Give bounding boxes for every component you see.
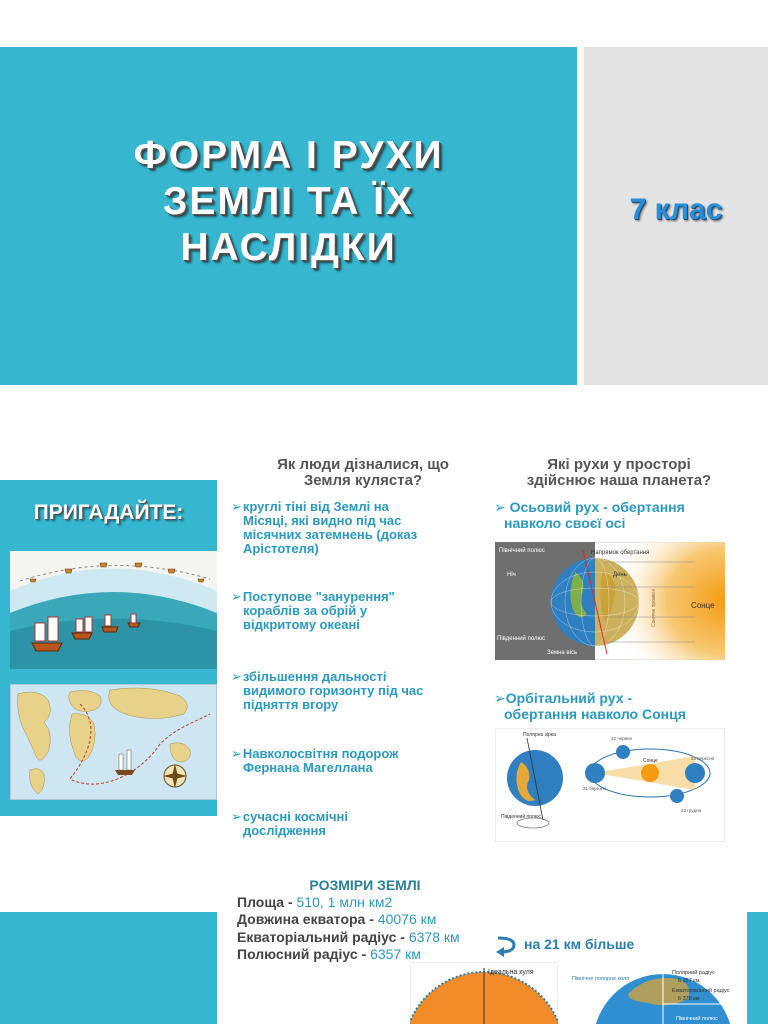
night-label: Ніч — [507, 572, 516, 578]
orbital-motion-diagram — [495, 728, 725, 842]
evidence-item-ships: ➢Поступове "занурення" кораблів за обрій у відкритому океані — [231, 589, 395, 632]
axial-motion-label: ➢ Осьовий рух - обертання навколо своєї осі — [494, 499, 685, 531]
axial-rotation-diagram — [495, 542, 725, 660]
radius-difference: на 21 км більше — [524, 936, 635, 952]
equatorial-radius-line: Екваторіальний радіус - 6378 км — [237, 929, 460, 945]
polar-radius-line: Полюсний радіус - 6357 км — [237, 946, 421, 962]
polar-circle-label: Північне полярне коло — [572, 976, 630, 982]
question-earth-motions: Які рухи у просторі здійснює наша планета? — [526, 456, 712, 489]
question-round-earth: Як люди дізналися, що Земля куляста? — [277, 456, 449, 489]
polar-radius-diagram-label: Полярний радіус — [672, 970, 715, 976]
evidence-item-shadow: ➢круглі тіні від Землі на Місяці, які видно під час місячних затемнень (доказ Арістотеля) — [231, 499, 418, 556]
date-june: 22 червня — [611, 736, 632, 741]
rotation-direction-label: Напрямок обертання — [591, 550, 650, 556]
remember-heading: ПРИГАДАЙТЕ: — [33, 501, 184, 524]
evidence-item-magellan: ➢Навколосвітня подорож Фернана Магеллана — [231, 746, 399, 775]
evidence-item-space: ➢сучасні космічні дослідження — [231, 809, 349, 838]
equator-length-line: Довжина екватора - 40076 км — [237, 911, 437, 927]
dimensions-panel — [0, 912, 217, 1024]
sun-label: Сонце — [691, 601, 715, 610]
date-march: 21 березня — [583, 786, 607, 791]
sun-rays-label: Сонячні промені — [651, 588, 657, 627]
ships-horizon-image — [10, 551, 217, 669]
south-pole-label: Південний полюс — [497, 636, 546, 642]
date-december: 22 грудня — [681, 808, 701, 813]
evidence-item-horizon: ➢збільшення дальності видимого горизонту під час підняття вгору — [231, 669, 424, 712]
title-slide — [0, 47, 768, 385]
orbital-motion-label: ➢Орбітальний рух - обертання навколо Сонця — [494, 690, 686, 722]
sun-icon — [641, 764, 659, 782]
magellan-map-image — [10, 684, 217, 800]
dimensions-title: РОЗМІРИ ЗЕМЛІ — [309, 877, 421, 893]
day-label: День — [613, 572, 627, 578]
title-line-2: ЗЕМЛІ ТА ЇХ — [162, 180, 415, 223]
ideal-sphere-label: Ідеальна куля — [488, 969, 534, 976]
polar-star-label: Полярна зірка — [523, 732, 556, 738]
earth-axis-label: Земна вісь — [547, 650, 578, 656]
north-pole-diagram-label: Північний полюс — [676, 1016, 718, 1022]
slide-title — [0, 133, 577, 271]
area-line: Площа - 510, 1 млн км2 — [237, 894, 393, 910]
orbital-south-pole-label: Південний полюс — [501, 814, 542, 820]
title-line-1: ФОРМА І РУХИ — [133, 134, 444, 177]
curved-arrow-icon — [494, 932, 518, 958]
date-september: 23 вересня — [691, 756, 715, 761]
polar-radius-diagram-value: 6 357 км — [678, 978, 700, 984]
earth-radius-diagram — [568, 964, 738, 1024]
dimensions-side-panel — [747, 912, 768, 1024]
ideal-sphere-diagram — [410, 962, 558, 1024]
grade-label: 7 клас — [629, 193, 723, 226]
orbital-sun-label: Сонце — [643, 758, 658, 764]
equatorial-radius-diagram-label: Екваторіальний радіус — [672, 988, 730, 994]
title-line-3: НАСЛІДКИ — [180, 226, 397, 269]
equatorial-radius-diagram-value: 6 378 км — [678, 996, 700, 1002]
north-pole-label: Північний полюс — [499, 548, 545, 554]
